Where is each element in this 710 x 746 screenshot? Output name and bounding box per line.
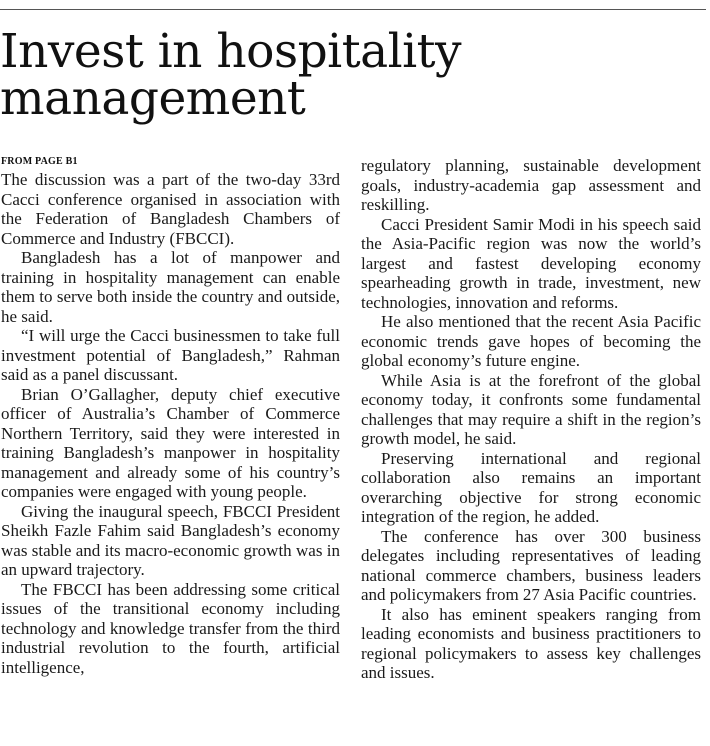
paragraph: The FBCCI has been addressing some critical issues of the transitional economy including technology and knowledge transfer from the third industrial revolution to the fourth, artificial intelligence, — [1, 579, 340, 677]
paragraph: Bangladesh has a lot of manpower and training in hospitality management can enable them to serve both inside the country and outside, he said. — [1, 248, 340, 326]
paragraph: Preserving international and regional collaboration also remains an important overarching objective for strong economic integration of the region, he added. — [361, 448, 701, 526]
paragraph: “I will urge the Cacci businessmen to take full investment potential of Bangladesh,” Rahman said as a panel discussant. — [1, 326, 340, 384]
top-rule — [0, 9, 706, 10]
kicker-label: FROM PAGE B1 — [1, 156, 78, 167]
paragraph: While Asia is at the forefront of the global economy today, it confronts some fundamental challenges that may require a shift in the region’s growth model, he said. — [361, 370, 701, 448]
paragraph: Cacci President Samir Modi in his speech said the Asia-Pacific region was now the world’s largest and fastest developing economy spearheading growth in trade, investment, new technologies, innovation and reforms. — [361, 214, 701, 312]
article-column-right — [361, 156, 701, 683]
paragraph: regulatory planning, sustainable development goals, industry-academia gap assessment and reskilling. — [361, 156, 701, 214]
article-column-left — [1, 156, 340, 677]
paragraph: The conference has over 300 business delegates including representatives of leading national commerce chambers, business leaders and policymakers from 27 Asia Pacific countries. — [361, 526, 701, 604]
paragraph: The discussion was a part of the two-day 33rd Cacci conference organised in association with the Federation of Bangladesh Chambers of Commerce and Industry (FBCCI). — [1, 170, 340, 248]
paragraph: Giving the inaugural speech, FBCCI President Sheikh Fazle Fahim said Bangladesh’s economy was stable and its macro-economic growth was in an upward trajectory. — [1, 501, 340, 579]
headline: Invest in hospitality management — [0, 24, 462, 126]
paragraph: Brian O’Gallagher, deputy chief executive officer of Australia’s Chamber of Commerce Northern Territory, said they were interested in training Bangladesh’s manpower in hospitality management and already some of his country’s companies were engaged with young people. — [1, 384, 340, 501]
paragraph: He also mentioned that the recent Asia Pacific economic trends gave hopes of becoming the global economy’s future engine. — [361, 312, 701, 370]
paragraph: It also has eminent speakers ranging from leading economists and business practitioners to regional policymakers to assess key challenges and issues. — [361, 604, 701, 682]
